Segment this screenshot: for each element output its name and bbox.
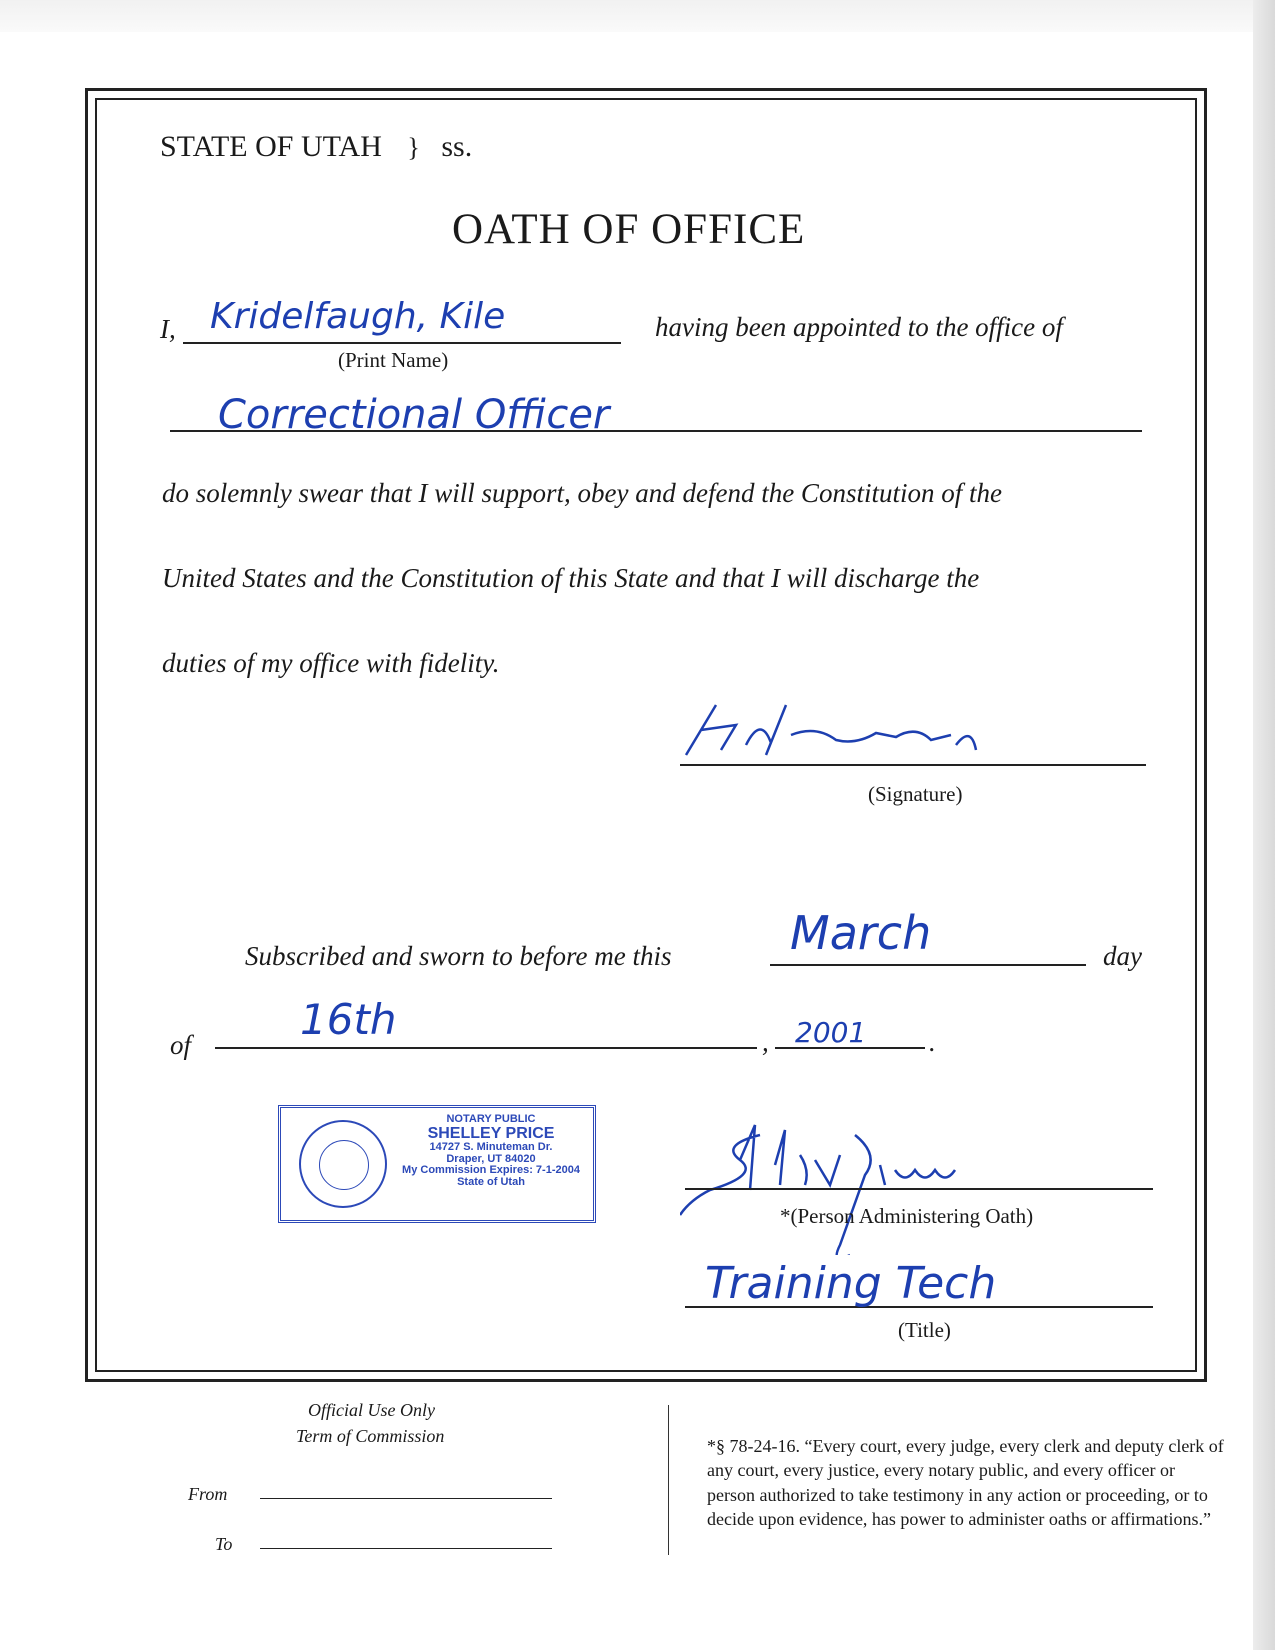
oath-body-line2: United States and the Constitution of this State and that I will discharge the [162,563,980,593]
footer-divider [668,1405,669,1555]
oath-body-line3: duties of my office with fidelity. [162,648,500,678]
day-label: day [1103,941,1142,971]
term-of-commission-heading: Term of Commission [296,1426,445,1446]
print-name-value: Kridelfaugh, Kile [210,296,506,337]
comma: , [762,1027,769,1057]
title-label: (Title) [898,1318,951,1342]
year-value: 2001 [795,1016,867,1049]
brace: } [407,133,420,162]
print-name-label: (Print Name) [338,348,449,372]
subscribed-text: Subscribed and sworn to before me this [245,941,672,971]
page-title: OATH OF OFFICE [452,206,806,253]
statute-citation: *§ 78-24-16. “Every court, every judge, every clerk and deputy clerk of any court, every justice, every notary public, and every officer or person authorized to take testimony in any action or proceeding, or to decide upon evidence, has power to administer oaths or affirmations.” [707,1436,1224,1529]
notary-line4: Draper, UT 84020 [446,1152,536,1165]
oath-body-line1: do solemnly swear that I will support, obey and defend the Constitution of the [162,478,1002,508]
official-use-heading: Official Use Only [308,1400,435,1420]
period: . [929,1027,936,1057]
administering-line [685,1188,1153,1190]
scan-top-edge [0,0,1275,32]
office-value: Correctional Officer [218,392,610,438]
notary-line3: 14727 S. Minuteman Dr. [429,1141,553,1154]
day-value: March [790,906,932,960]
notary-line1: NOTARY PUBLIC [446,1113,536,1125]
signature-label: (Signature) [868,782,963,806]
notary-seal-text [391,1114,591,1189]
state-seal-icon [299,1120,387,1208]
notary-line6: State of Utah [457,1175,525,1188]
i-prefix: I, [160,314,176,344]
state-label [160,130,472,164]
notary-line2: SHELLEY PRICE [427,1124,555,1142]
print-name-line [183,342,621,344]
notary-seal-stamp [278,1105,596,1223]
administering-signature-scribble [680,1115,1060,1255]
state-name: STATE OF UTAH [160,130,382,163]
of-value: 16th [300,995,397,1044]
notary-line5: My Commission Expires: 7-1-2004 [402,1164,580,1177]
of-label: of [170,1030,192,1060]
from-line [260,1498,552,1499]
to-line [260,1548,552,1549]
signature-line [680,764,1146,766]
ss-label: ss. [441,130,473,163]
scan-right-edge [1253,0,1275,1650]
of-line [215,1047,757,1049]
to-label: To [215,1534,233,1554]
signature-scribble [676,695,996,765]
person-administering-label: *(Person Administering Oath) [780,1204,1034,1228]
day-line [770,964,1086,966]
title-value: Training Tech [705,1258,997,1309]
from-label: From [188,1484,228,1504]
appointed-text: having been appointed to the office of [655,312,1063,342]
